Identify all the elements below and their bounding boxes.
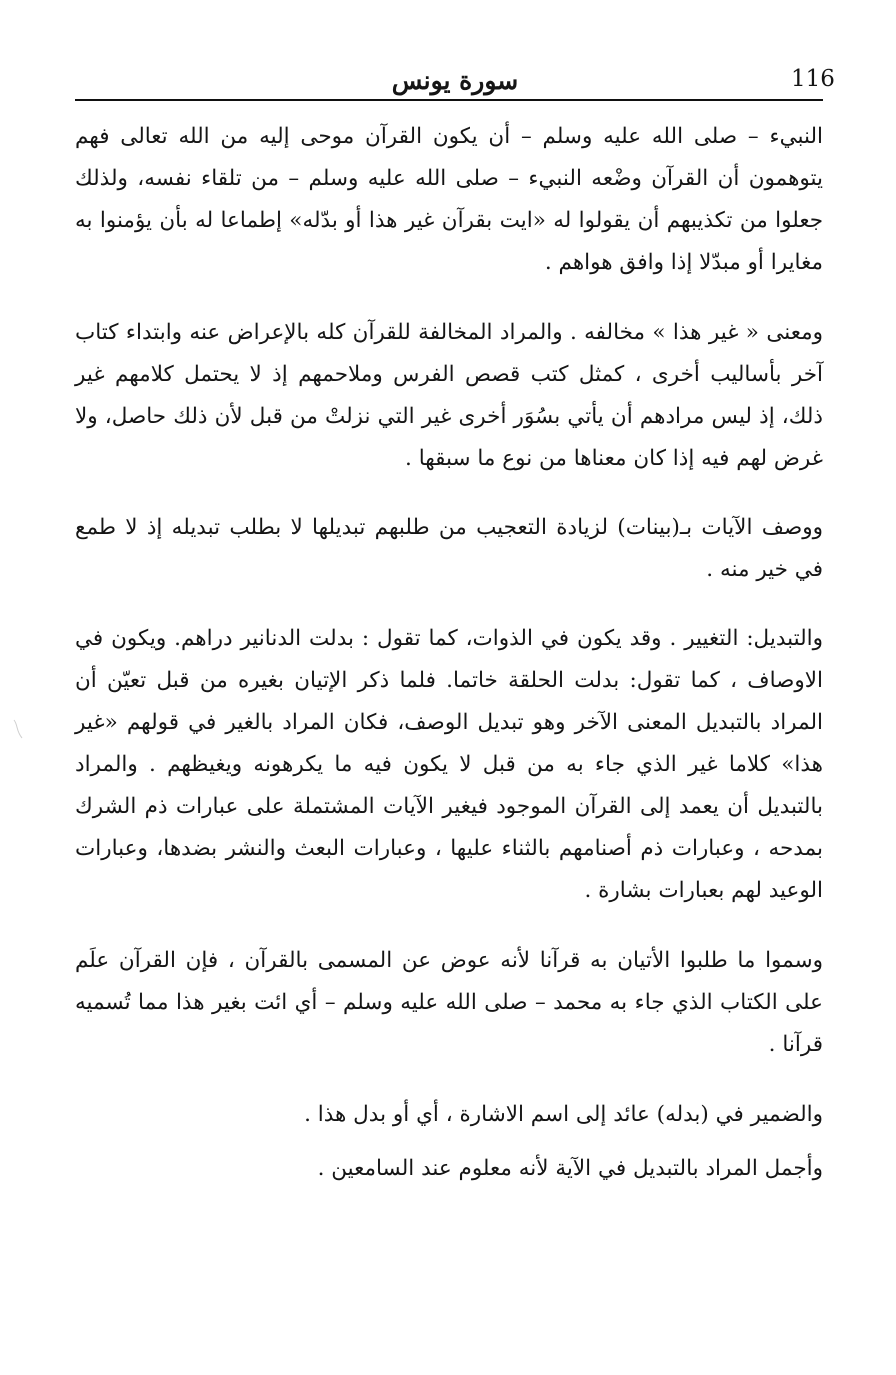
paragraph-2: ومعنى « غير هذا » مخالفه . والمراد المخالفة للقرآن كله بالإعراض عنه وابتداء كتاب آخر بأساليب أخرى ، كمثل كتب قصص الفرس وملاحمهم إذ لا يحتمل كلامهم غير ذلك، إذ ليس مرادهم أن يأتي بسُوَر أخرى غير التي نزلتْ من قبل لأن ذلك حاصل، ولا غرض لهم فيه إذا كان معناها من نوع ما سبقها . bbox=[75, 320, 823, 471]
paragraph-6: والضمير في (بدله) عائد إلى اسم الاشارة ، أي أو بدل هذا . bbox=[304, 1102, 823, 1127]
header-divider bbox=[75, 99, 823, 101]
paragraph-3: ووصف الآيات بـ(بينات) لزيادة التعجيب من طلبهم تبديلها لا بطلب تبديله إذ لا طمع في خير منه . bbox=[75, 515, 823, 582]
paragraph-1: النبيء – صلى الله عليه وسلم – أن يكون القرآن موحى إليه من الله تعالى فهم يتوهمون أن القرآن وضْعه النبيء – صلى الله عليه وسلم – من تلقاء نفسه، ولذلك جعلوا من تكذيبهم أن يقولوا له «ايت بقرآن غير هذا أو بدّله» إطماعا له بأن يؤمنوا به مغايرا أو مبدّلا إذا وافق هواهم . bbox=[75, 124, 823, 275]
page-body bbox=[75, 110, 823, 1190]
margin-scan-mark bbox=[12, 718, 26, 740]
paragraph-5: وسموا ما طلبوا الأتيان به قرآنا لأنه عوض عن المسمى بالقرآن ، فإن القرآن علَم على الكتاب الذي جاء به محمد – صلى الله عليه وسلم – أي ائت بغير هذا مما تُسميه قرآنا . bbox=[75, 948, 823, 1057]
paragraph-7: وأجمل المراد بالتبديل في الآية لأنه معلوم عند السامعين . bbox=[317, 1156, 823, 1181]
paragraph-4: والتبديل: التغيير . وقد يكون في الذوات، كما تقول : بدلت الدنانير دراهم. ويكون في الاوصاف ، كما تقول: بدلت الحلقة خاتما. فلما ذكر الإتيان بغيره من قبل تعيّن أن المراد بالتبديل المعنى الآخر وهو تبديل الوصف، فكان المراد بالغير في قولهم «غير هذا» كلاما غير الذي جاء به من قبل لا يكون فيه ما يكرهونه ويغيظهم . والمراد بالتبديل أن يعمد إلى القرآن الموجود فيغير الآيات المشتملة على عبارات ذم الشرك بمدحه ، وعبارات ذم أصنامهم بالثناء عليها ، وعبارات البعث والنشر بضدها، وعبارات الوعيد لهم بعبارات بشارة . bbox=[75, 626, 823, 903]
running-header-surah-title: سورة يونس bbox=[391, 66, 519, 95]
page-number: 116 bbox=[791, 66, 835, 92]
